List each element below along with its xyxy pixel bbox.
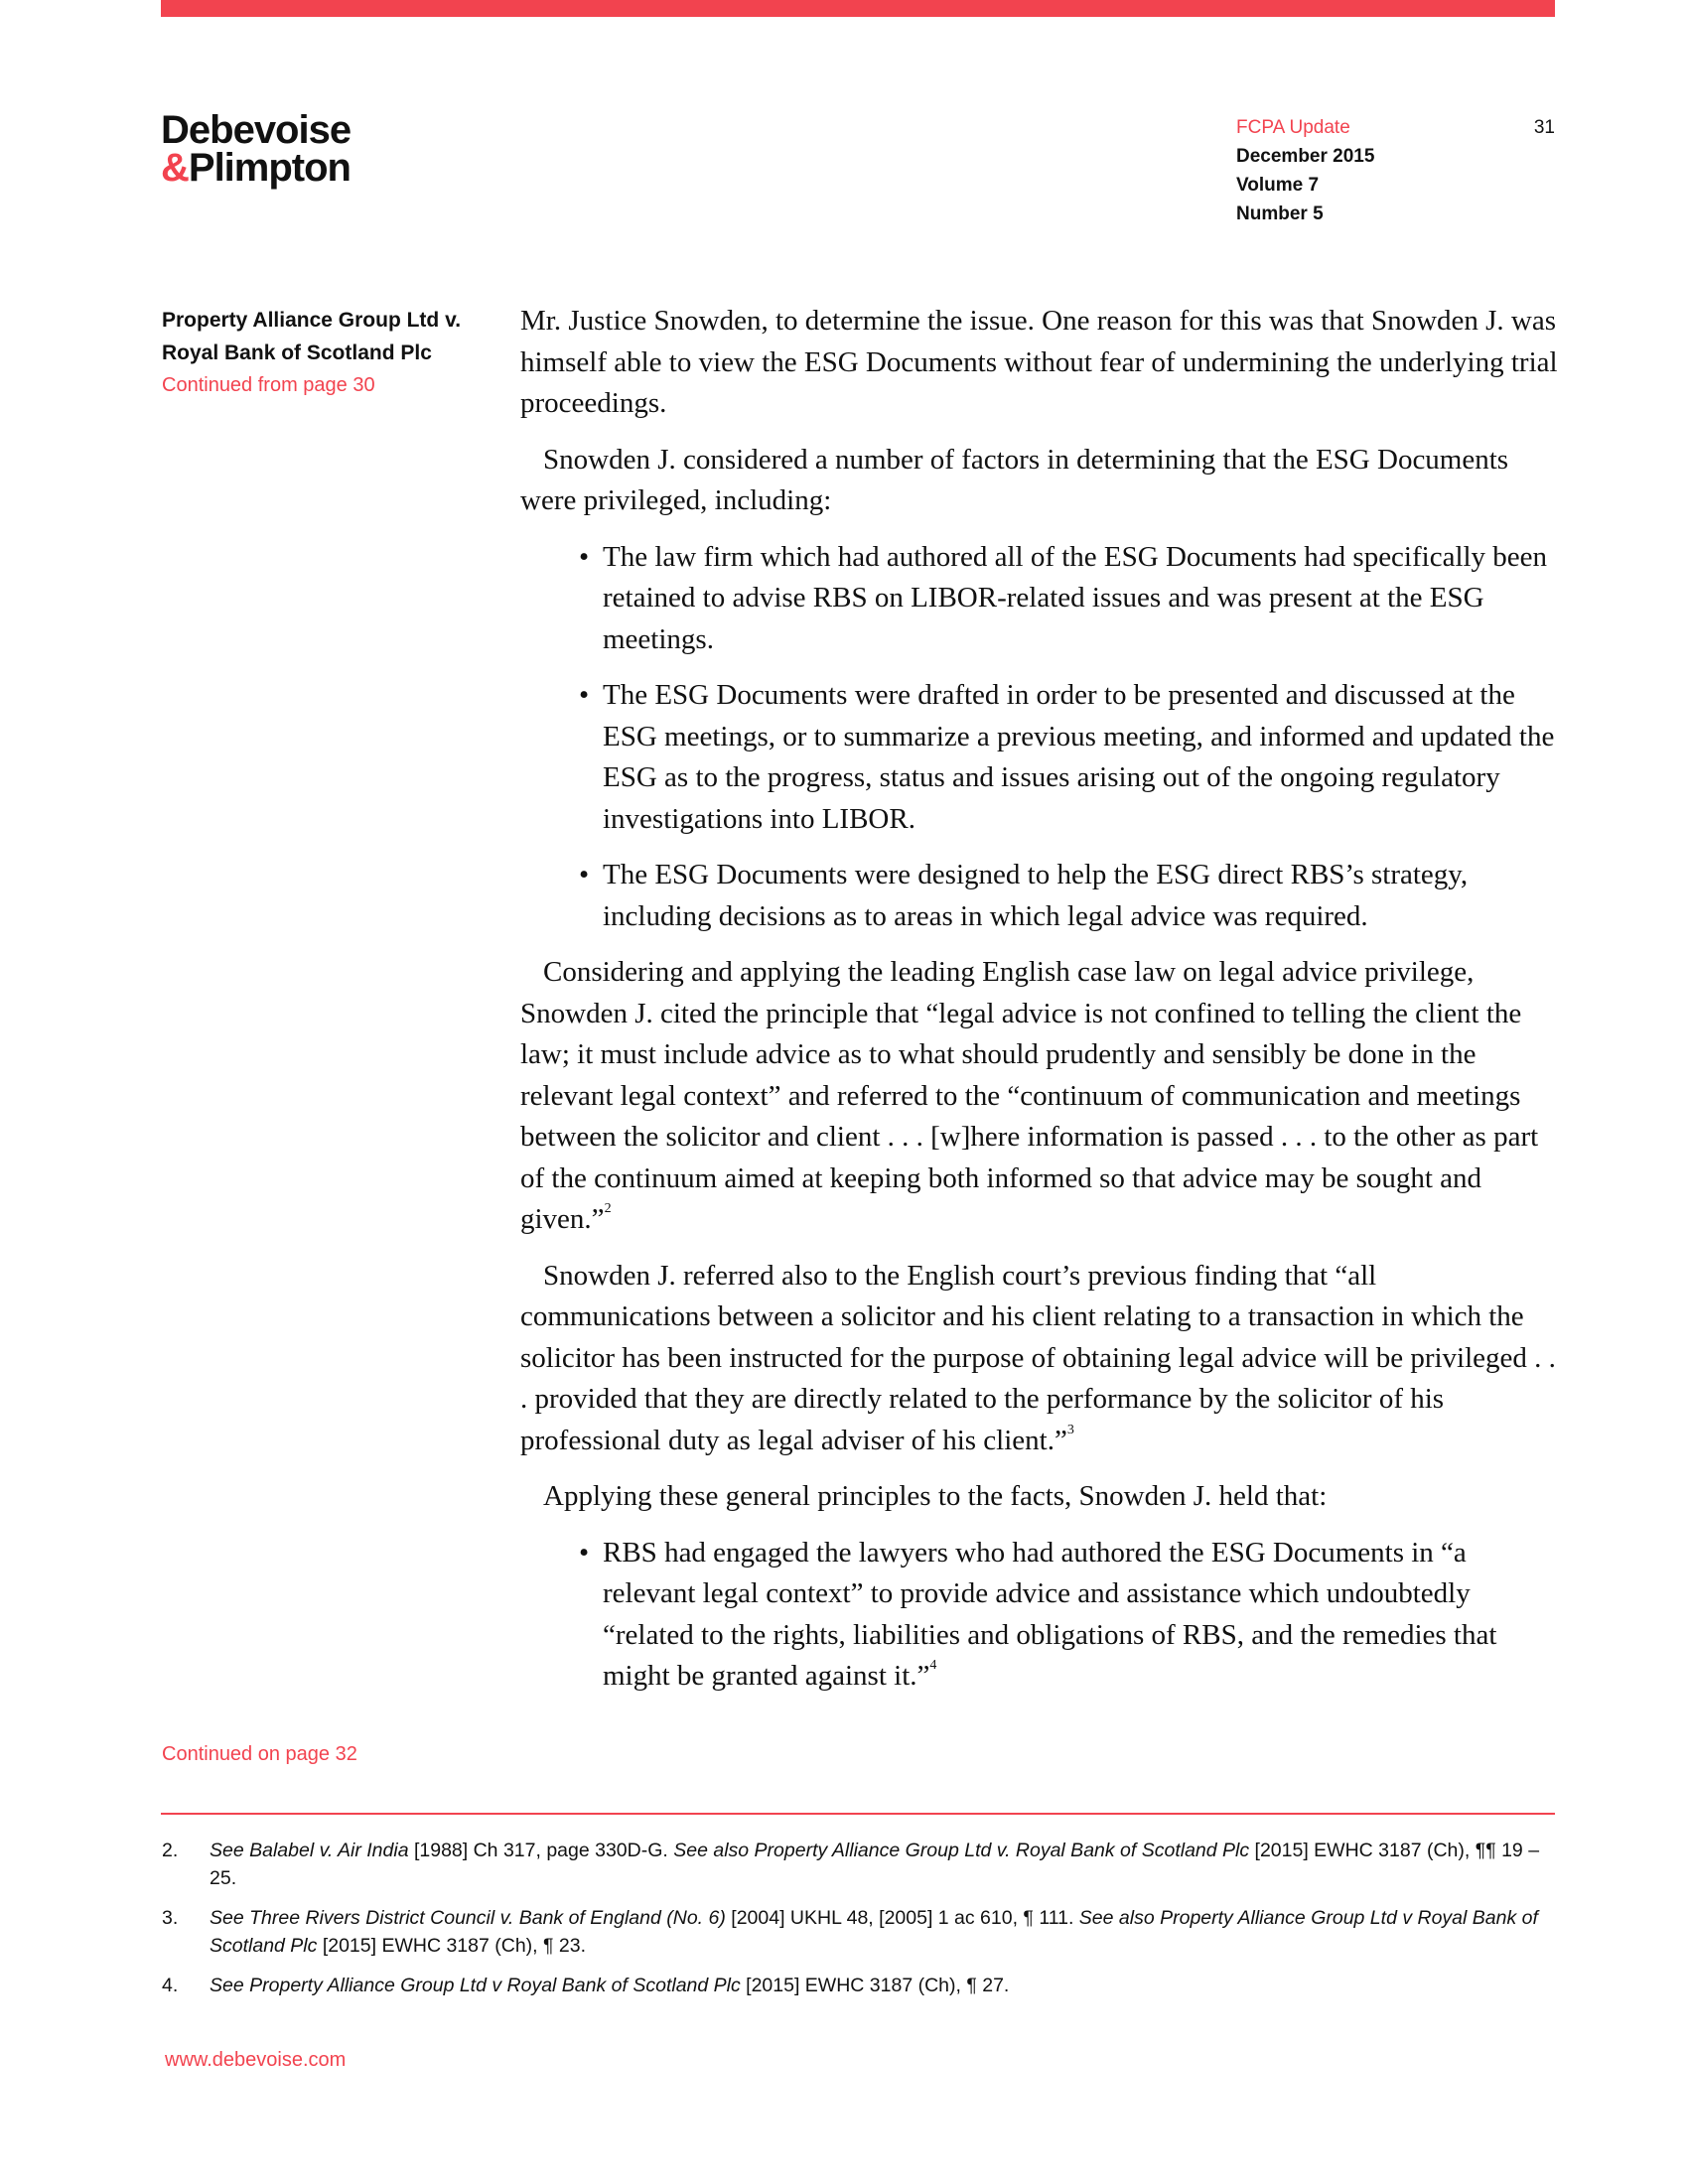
list-item: [603, 1533, 1559, 1698]
signal: See: [210, 1975, 250, 1996]
article-title-line2: Royal Bank of Scotland Plc: [162, 341, 432, 364]
logo-ampersand: &: [161, 146, 189, 190]
footnote: [162, 1837, 1552, 1892]
paragraph-text: Snowden J. referred also to the English court’s previous finding that “all communications between a solicitor and his client relating to a transaction in which the solicitor has been instructed for the purpose of obtaining legal advice will be privileged . . . provided that they are directly related to the performance by the solicitor of his professional duty as legal adviser of his client.”: [520, 1259, 1556, 1456]
footnote-ref[interactable]: 3: [1066, 1422, 1074, 1437]
paragraph-text: Considering and applying the leading English case law on legal advice privilege, Snowden J. cited the principle that “legal advice is not confined to telling the client the law; it must include advice as to what should prudently and sensibly be done in the relevant legal context” and referred to the “continuum of communication and meetings between the solicitor and client . . . [w]here information is passed . . . to the other as part of the continuum aimed at keeping both informed so that advice may be sought and given.”: [520, 956, 1539, 1235]
case-name: Property Alliance Group Ltd v Royal Bank of Scotland Plc: [249, 1975, 741, 1996]
top-accent-bar: [161, 0, 1555, 17]
firm-logo: [161, 108, 352, 190]
logo-line2: Plimpton: [188, 146, 351, 190]
case-name: Three Rivers District Council v. Bank of England (No. 6): [249, 1907, 726, 1929]
citation: [2015] EWHC 3187 (Ch), ¶¶ 19 – 25.: [210, 1840, 1540, 1889]
citation: [2015] EWHC 3187 (Ch), ¶ 23.: [317, 1935, 586, 1957]
citation: [1988] Ch 317, page 330D-G.: [408, 1840, 674, 1861]
signal: See: [210, 1907, 250, 1929]
list-item: • The law firm which had authored all of the ESG Documents had specifically been retained to advise RBS on LIBOR-related issues and was present at the ESG meetings.: [603, 537, 1559, 661]
issue-volume: Volume 7: [1236, 175, 1320, 196]
footnote: [162, 1904, 1552, 1960]
issue-date: December 2015: [1236, 146, 1375, 167]
page-number: 31: [1533, 117, 1555, 138]
footnote-ref[interactable]: 4: [929, 1658, 937, 1673]
footnote-divider: [161, 1813, 1555, 1815]
paragraph: Mr. Justice Snowden, to determine the issue. One reason for this was that Snowden J. was himself able to view the ESG Documents without fear of undermining the underlying trial proceedings.: [520, 305, 1558, 419]
paragraph: Snowden J. considered a number of factors in determining that the ESG Documents were privileged, including:: [520, 443, 1509, 516]
publication-title: FCPA Update: [1236, 117, 1350, 138]
case-name: See also Property Alliance Group Ltd v. Royal Bank of Scotland Plc: [673, 1840, 1250, 1861]
continued-from-link[interactable]: Continued from page 30: [162, 374, 375, 396]
logo-line1: Debevoise: [161, 108, 352, 152]
case-name: Balabel v. Air India: [249, 1840, 409, 1861]
citation: [2015] EWHC 3187 (Ch), ¶ 27.: [740, 1975, 1010, 1996]
list-item: • The ESG Documents were drafted in order to be presented and discussed at the ESG meetings, or to summarize a previous meeting, and informed and updated the ESG as to the progress, status and issues arising out of the ongoing regulatory investigations into LIBOR.: [603, 675, 1559, 840]
bullet-list: [520, 537, 1559, 938]
footnote-number: 3.: [162, 1907, 179, 1929]
citation: [2004] UKHL 48, [2005] 1 ac 610, ¶ 111.: [725, 1907, 1079, 1929]
case-name: See also Property Alliance Group Ltd v Royal Bank of Scotland Plc: [210, 1907, 1538, 1957]
bullet-list: [520, 1533, 1559, 1698]
footnote-number: 4.: [162, 1975, 179, 1996]
continued-on-link[interactable]: Continued on page 32: [162, 1743, 357, 1765]
issue-header: [1236, 113, 1374, 228]
paragraph: [520, 1256, 1559, 1462]
website-link[interactable]: www.debevoise.com: [165, 2049, 347, 2071]
footnote-ref[interactable]: 2: [604, 1201, 612, 1216]
paragraph: Applying these general principles to the facts, Snowden J. held that:: [543, 1480, 1328, 1512]
sidebar-article-title: [162, 304, 499, 402]
article-title-line1: Property Alliance Group Ltd v.: [162, 309, 462, 332]
footnotes: [162, 1837, 1552, 2011]
footnote: [162, 1972, 1552, 1999]
paragraph: [520, 952, 1559, 1241]
issue-number: Number 5: [1236, 204, 1324, 224]
list-item: • The ESG Documents were designed to help the ESG direct RBS’s strategy, including decisions as to areas in which legal advice was required.: [603, 855, 1559, 937]
article-body: [520, 301, 1559, 1712]
list-item-text: RBS had engaged the lawyers who had authored the ESG Documents in “a relevant legal context” to provide advice and assistance which undoubtedly “related to the rights, liabilities and obligations of RBS, and the remedies that might be granted against it.”: [603, 1536, 1497, 1692]
footnote-number: 2.: [162, 1840, 179, 1861]
signal: See: [210, 1840, 250, 1861]
